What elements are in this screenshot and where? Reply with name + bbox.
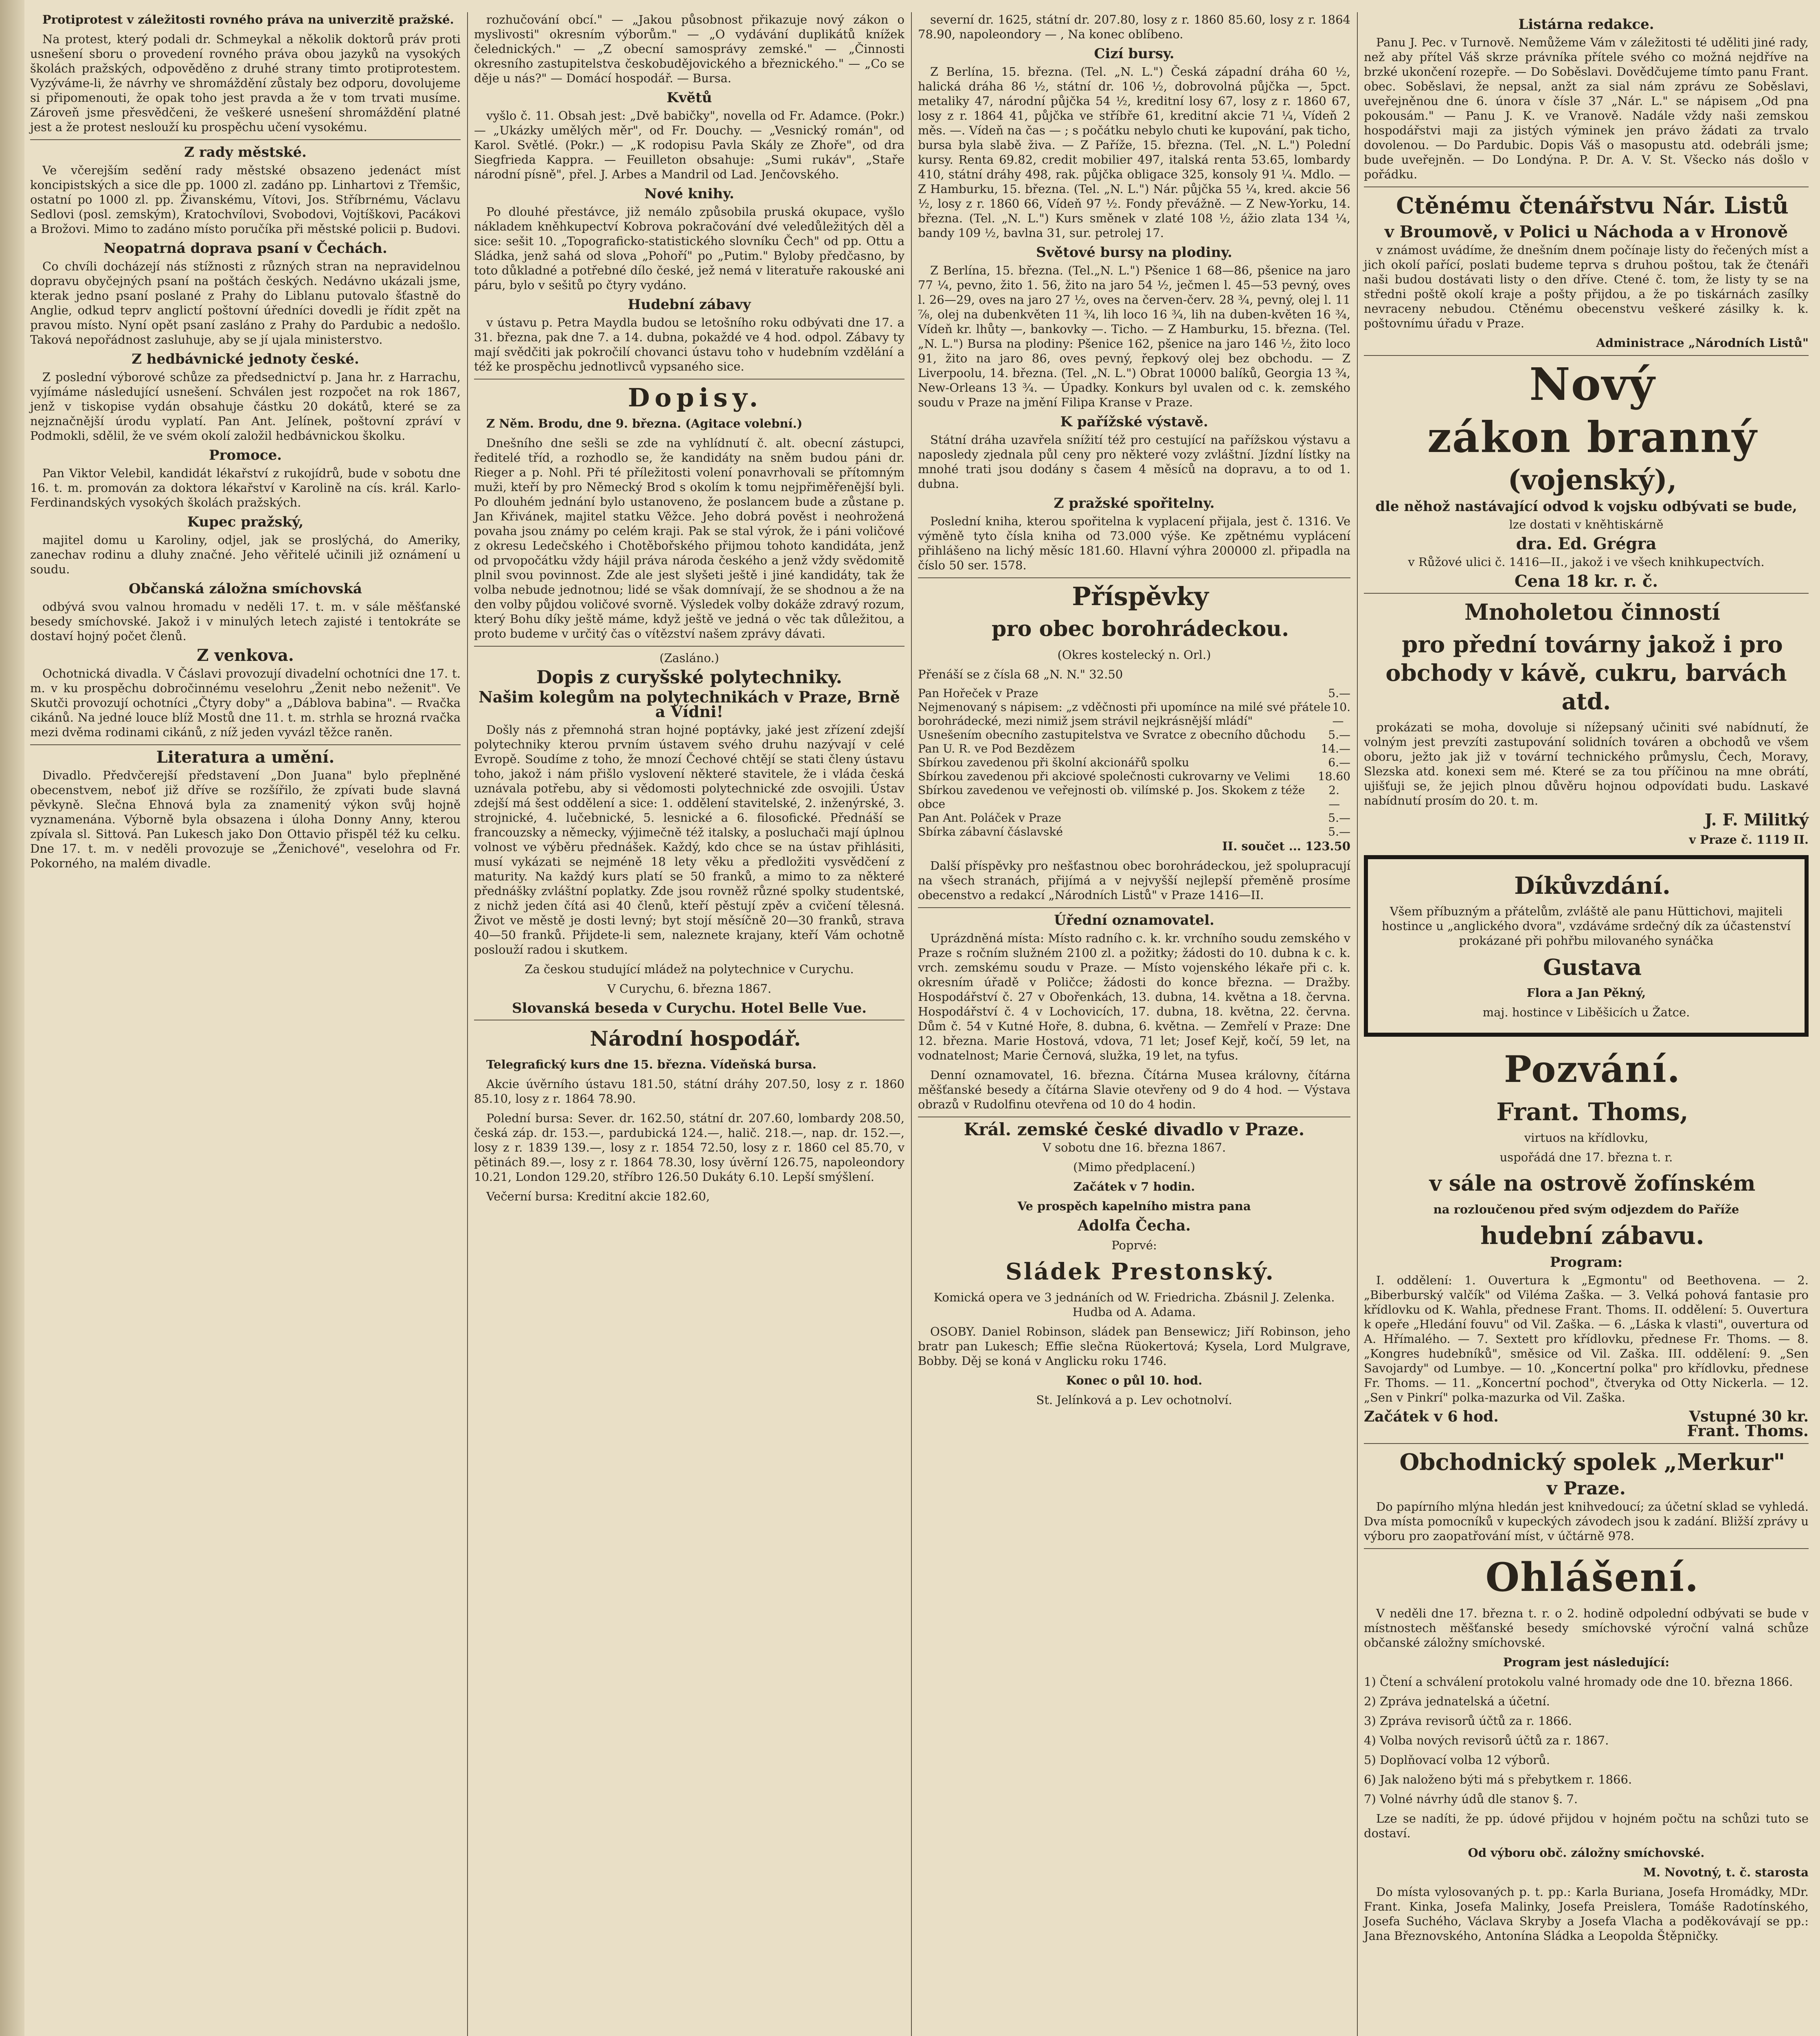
program-text: I. oddělení: 1. Ouvertura k „Egmontu" od Beethovena. — 2. „Biberburský valčík" od Viléma Zaška. — 3. Velká pohová fantasie pro křídlovku od K. Wahla, přednese Frant. Thoms. II. oddělení: 5. Ouvertura k opeře „Hledání fouvu" od Vil. Zaška. — 6. „Láska k vlasti", ouvertura od A. Hřímalého. — 7. Sextett pro křídlovku, přednese Fr. Thoms. — 8. „Kongres hudebníků", směsice od Vil. Zaška. III. oddělení: 9. „Sen Savojardy" od Lumbye. — 10. „Koncertní polka" pro křídlovku, přednese Fr. Thoms. — 11. „Koncertní pochod", čtveryka od Otty Nickerla. — 12. „Sen v Pinkrí" polka-mazurka od Vil. Zaška. — [1364, 1273, 1809, 1404]
page-edge-shadow — [0, 0, 24, 2036]
telegraf-title: Telegrafický kurs dne 15. března. Vídeňská bursa. — [486, 1057, 817, 1071]
kvety-text: vyšlo č. 11. Obsah jest: „Dvě babičky", novella od Fr. Adamce. (Pokr.) — „Ukázky umělých měr", od Fr. Douchy. — „Vesnický román", od Karol. Světlé. (Pokr.) — „K rodopisu Pavla Skály ze Zhoře", od dra Siegfrieda Kappra. — Feuilleton obsahuje: „Sumi rukáv", „Staře národní písně", přel. J. Arbes a Mandril od Lad. Jenčovského. — [474, 109, 905, 181]
merkur-sub: v Praze. — [1547, 1478, 1626, 1499]
divider — [1364, 593, 1809, 594]
dikuvzdani-box — [1364, 855, 1809, 1037]
ohlaseni-title: Ohlášení. — [1485, 1554, 1699, 1600]
divadlo-date: V sobotu dne 16. března 1867. — [1042, 1141, 1226, 1154]
column-2 — [468, 12, 910, 2036]
zakon-title-2: zákon branný — [1427, 412, 1758, 462]
divider — [30, 139, 461, 140]
prispevky-subtitle: pro obec borohrádeckou. — [991, 617, 1289, 641]
polytech-title: Dopis z curyšské polytechniky. — [536, 667, 842, 688]
ctenari-sign: Administrace „Národních Listů" — [1596, 336, 1809, 350]
col3-intro: severní dr. 1625, státní dr. 207.80, losy z r. 1860 85.60, losy z r. 1864 78.90, napoleondory — , Na konec oblíbeno. — [918, 13, 1350, 41]
ohlaseni-text: V neděli dne 17. března t. r. o 2. hodině odpolední odbývati se bude v místnostech měšťanské besedy smíchovské výroční valná schůze občanské záložny smíchovské. — [1364, 1606, 1809, 1650]
polednibursa-text: Polední bursa: Sever. dr. 162.50, státní dr. 207.60, lombardy 208.50, česká záp. dr. 153.—, pardubická 124.—, halič. 218.—, nap. dr. 152.—, losy z r. 1839 139.—, losy z r. 1854 72.50, losy z r. 1860 cel 85.70, v pětinách 89.—, losy z r. 1864 78.30, losy úvěrní 126.75, napoleondory 10.21, London 129.20, stříbro 126.50 Dukáty 6.10. Lepší smýšlení. — [474, 1111, 905, 1184]
list-item: 2) Zpráva jednatelská a účetní. — [1364, 1694, 1550, 1708]
urad-title: Úřední oznamovatel. — [1054, 912, 1214, 928]
divider — [918, 907, 1350, 908]
dopisy-text: Dnešního dne sešli se zde na vyhlídnutí č. alt. obecní zástupci, ředitelé tříd, a rozhodlo se, že kandidáty na sněm budou páni dr. Rieger a p. Nohl. Při té příležitosti volení ponavrhovali se přítomným muži, kteří by pro Německý Brod s okolím k tomu nejpřiměřenější byli. Po dlouhém jednání bylo ustanoveno, že poslancem bude a zůstane p. Jan Křivánek, majitel statku Věžce. Jeho dobrá pověst i neohrožená povaha jsou známy po celém kraji. Pak se stal výrok, že i páni voličové z okresu Ledečského i Chotěbořského přijmou tohoto kandidáta, jenž od prvopočátku vždy hájil práva národa českého a jenž vždy svědomitě plnil svou povinnost. Zde ale jest slyšeti ještě i jiné kandidáty, tak že volba nebude jednotnou; lidé se však domnívají, že se shodnou a že na den volby půjdou voličové svorně. Výsledek volby dokáže zdravý rozum, který Bohu díky ještě máme, když ještě ve jedná o věc tak důležitou, a proto budeme v určitý čas o vítězství našem zprávy dávati. — [474, 436, 905, 641]
pozvani-role: virtuos na křídlovku, — [1524, 1131, 1649, 1145]
zabavy-text: v ústavu p. Petra Maydla budou se letošního roku odbývati dne 17. a 31. března, pak dne 7. a 14. dubna, pokaždé ve 4 hod. odpol. Zábavy ty mají svědčiti jak pokročilí chovanci ústavu toho v hudebním vzdělání a též ke prospěchu jednotlivců vypsaného sice. — [474, 316, 905, 373]
zakon-sub: dle něhož nastávající odvod k vojsku odbývati se bude, — [1375, 498, 1797, 515]
list-item: 7) Volné návrhy údů dle stanov §. 7. — [1364, 1792, 1578, 1806]
literatura-text: Divadlo. Předvčerejší představení „Don Juana" bylo přeplněné obecenstvem, neboť již dříve se rozšířilo, že zpívati bude slavná pěvkyně. Slečna Ehnová byla za znamenitý výkon svůj hojně vyznamenána. Výborně byla obsazena i úloha Donny Anny, kterou zpívala sl. Sittová. Pan Lukesch jako Don Ottavio přispěl též ku celku. Dne 17. t. m. v neděli provozuje se „Ženichové", veselohra od Fr. Pokorného, na malém divadle. — [30, 768, 461, 870]
nove-knihy-text: Po dlouhé přestávce, již nemálo způsobila pruská okupace, vyšlo nákladem kněhkupectví Kobrova pokračování dvé veledůležitých děl a sice: sešit 10. „Topograficko-statistického slovníku Čech" od pp. Ottu a Sládka, jenž sahá od slova „Pohoří" po „Putim." Byloby předčasno, by toto důkladné a potřebné dílo české, jež nemá v literatuře rakouské ani páru, bylo v sešitů po čtyry vydáno. — [474, 205, 905, 292]
dik-place: maj. hostince v Liběšicích u Žatce. — [1482, 1005, 1690, 1019]
divider — [1364, 1443, 1809, 1444]
news-text: Co chvíli docházejí nás stížnosti z různých stran na nepravidelnou dopravu obyčejných psaní na poštách českých. Nedávno ukázali jsme, kterak jedno psaní poslané z Prahy do Liblanu putovalo šťastně do Anglie, odkud teprv anglictí poštovní úředníci dovedli je řídit zpět na pravou místo. Nyní opět psaní zasláno z Prahy do Pardubic a nedošlo. Taková nepořádnost zasluhuje, aby se jí ujala ministerstvo. — [30, 259, 461, 347]
telegraf-text: Akcie úvěrního ústavu 181.50, státní dráhy 207.50, losy z r. 1860 85.10, losy z r. 1864 78.90. — [474, 1077, 905, 1106]
prispevky-sub2: (Okres kostelecký n. Orl.) — [1057, 648, 1211, 662]
list-item: Pan Ant. Poláček v Praze 5.— — [918, 811, 1350, 825]
cinnost-title: Mnoholetou činností — [1464, 599, 1720, 625]
divider — [30, 744, 461, 745]
news-item — [30, 352, 461, 443]
sporitelna-title: Z pražské spořitelny. — [1054, 495, 1215, 511]
listarna-title: Listárna redakce. — [1518, 16, 1654, 33]
dik-text: Všem příbuzným a přátelům, zvláště ale panu Hüttichovi, majiteli hostince u „anglického dvora", vzdáváme srdečný dík za účastenství prokázané při pohřbu milovaného synáčka — [1381, 904, 1791, 948]
news-item — [30, 581, 461, 643]
pozvani-place: v sále na ostrově žofínském — [1429, 1171, 1756, 1196]
ohlaseni-program-list — [1364, 1674, 1809, 1806]
list-item: 1) Čtení a schválení protokolu valné hromady ode dne 10. března 1866. — [1364, 1675, 1793, 1689]
news-title: Občanská záložna smíchovská — [129, 581, 362, 597]
ohlaseni-sign: Od výboru obč. záložny smíchovské. — [1468, 1846, 1705, 1860]
vecerni-text: Večerní bursa: Kreditní akcie 182.60, — [486, 1189, 710, 1203]
divadlo-prep: (Mimo předplacení.) — [1073, 1160, 1195, 1174]
protest-title: Protiprotest v záležitosti rovného práva na univerzitě pražské. — [42, 13, 454, 26]
zakon-name: dra. Ed. Grégra — [1516, 534, 1657, 553]
cizi-text: Z Berlína, 15. března. (Tel. „N. L.") Česká západní dráha 60 ½, halická dráha 86 ½, státní dr. 106 ½, dobrovolná půjčka —, 5pct. metaliky 47, národní půjčka 54 ½, kreditní losy 67, losy z r. 1860 67, losy z r. 1864 41, půjčka ve stříbře 61, kreditní akcie 71 ¼, Vídeň 2 měs. —. Vídeň na čas — ; s počátku nebylo chuti ke kupování, pak ticho, bursa byla slabě živa. — Z Paříže, 15. března. (Tel. „N. L.") Polední kursy. Renta 69.82, credit mobilier 497, italská renta 53.65, lombardy 410, státní dráhy 498, rak. půjčka obligace 325, konsoly 91 ¼. Mdlo. — Z Hamburku, 15. března. (Tel. „N. L.") Nár. půjčka 55 ¼, kred. akcie 56 ½, losy z r. 1860 66, Vídeň 97 ½. Fondy převážně. — Z New-Yorku, 14. března. (Tel. „N. L.") Kurs směnek v zlaté 108 ½, ážio zlata 134 ¼, bandy 109 ½, bavlna 31, sur. petrolej 17. — [918, 65, 1350, 240]
militky-name: J. F. Militký — [1704, 810, 1809, 829]
pozvani-entry: Vstupné 30 kr. — [1689, 1408, 1809, 1425]
venkova-text: Ochotnická divadla. V Čáslavi provozují divadelní ochotníci dne 17. t. m. v ku prospěchu dobročinnému veselohru „Ženit nebo neženit". Ve Skutči provozují ochotníci „Čtyry doby" a „Dáblova babina". — Rvačka cikánů. Na jedné louce blíž Mostů dne 11. t. m. strhla se hrozná rvačka mezi dvěma rodinami cikánů, z níž jeden vyvázl těžce raněn. — [30, 667, 461, 739]
dopisy-place: Z Něm. Brodu, dne 9. března. (Agitace volební.) — [486, 417, 803, 430]
list-item: Nejmenovaný s nápisem: „z vděčnosti při upomínce na milé své přátele borohrádecké, mezi nimiž jsem strávil nejkrásnější mládí" 10.— — [918, 700, 1350, 728]
col2-intro: rozhučování obcí." — „Jakou působnost přikazuje nový zákon o myslivosti" okresním výborům." — „O vydávání duplikátů knížek čelednických." — „Z obecní samosprávy zemské." — „Činnosti okresního zastupitelstva českobudějovického a březnického." — „Co se děje u nás?" — Domácí hospodář. — Bursa. — [474, 13, 905, 85]
kvety-title: Kvĕtů — [666, 90, 712, 106]
obili-text: Z Berlína, 15. března. (Tel.„N. L.") Pšenice 1 68—86, pšenice na jaro 77 ¼, pevno, žito 1. 56, žito na jaro 54 ½, ječmen l. 45—53 pevný, oves l. 26—29, oves na jaro 27 ½, oves na červen-červ. 28 ¾, pevný, olej l. 11 ⅞, olej na dubenkvěten 11 ¾, lih loco 16 ¾, lih na duben-květen 16 ¾, Vídeň kr. lhůty —, bankovky —. Ticho. — Z Hamburku, 15. března. (Tel. „N. L.") Bursa na plodiny: Pšenice 162, pšenice na jaro 146 ½, žito loco 91, žito na jaro 86, oves pevný, řepkový olej bez obchodu. — Z Liverpoolu, 14. března. (Tel. „N. L.") Obrat 10000 balíků, Georgia 13 ¾, New-Orleans 13 ¾. — Úpadky. Konkurs byl uvalen od c. k. zemského soudu v Praze na jmění Filipa Kranse v Praze. — [918, 263, 1350, 409]
news-title: Promoce. — [209, 447, 282, 463]
divider — [918, 577, 1350, 578]
list-item: Sbírkou zavedenou ve veřejnosti ob. vilímské p. Jos. Skokem z téže obce 2.— — [918, 783, 1340, 811]
merkur-title: Obchodnický spolek „Merkur" — [1399, 1449, 1785, 1476]
prispevky-list — [918, 667, 1350, 853]
news-item — [30, 515, 461, 577]
zabavy-title: Hudební zábavy — [628, 296, 751, 313]
news-title: Z hedbávnické jednoty české. — [132, 351, 359, 367]
divadlo-sub: Komická opera ve 3 jednáních od W. Friedricha. Zbásnil J. Zelenka. Hudba od A. Adama. — [933, 1290, 1335, 1319]
zakon-text: lze dostati v kněhtiskárně — [1509, 518, 1664, 531]
zakon-title-3: (vojenský), — [1508, 464, 1677, 496]
pozvani-title: Pozvání. — [1504, 1048, 1681, 1091]
list-item: 5) Doplňovací volba 12 výborů. — [1364, 1753, 1550, 1767]
polytech-sign: Za českou studující mládež na polytechnice v Curychu. — [525, 962, 854, 976]
polytech-text: Došly nás z přemnohá stran hojné poptávky, jaké jest zřízení zdejší polytechniky kterou prvním ústavem svého druhu nazývají v celé Evropě. Soudíme z toho, že mnozí Čechové chtějí se stati členy ústavu toho, jakož i nám přišlo vyslovení některé stavitele, že i vláda česká uznávala potřebu, aby si vědomosti polytechnické zde osvojili. Ústav zdejší má šest oddělení a sice: 1. oddělení stavitelské, 2. inženýrské, 3. strojnické, 4. lučebnické, 5. lesnické a 6. filosofické. Přednáší se francouzsky a německy, výjimečně též italsky, a posluchači mají úplnou volnost ve výběru přednášek. Každý, kdo chce se na ústav přihlásiti, musí vykázati se nejméně 18 lety věku a předložiti vysvědčení z maturity. Na každý kurs platí se 50 franků, a mimo to za některé přednášky zvláštní poplatky. Zde jsou rovněž různé spolky studentské, z nichž jeden čítá asi 40 členů, kteří pěstují zpěv a cvičení tělesná. Život ve městě je dosti levný; byt stojí měsíčně 20—30 franků, strava 40—50 franků. Přijdete-li sem, naleznete krajany, kteří Vám ochotně poslouží radou i skutkem. — [474, 723, 905, 957]
divadlo-play: Sládek Prestonský. — [1006, 1258, 1275, 1285]
ctenari-title: Ctěnému čtenářstvu Nár. Listů — [1396, 192, 1789, 219]
divider — [1364, 186, 1809, 187]
vystava-text: Státní dráha uzavřela snížití též pro cestující na pařížskou výstavu a naposledy zjednala půl ceny pro některé vozy zvláštní. Jízdní lístky na mnohé trati jsou dodány s časem 4 měsíců na dopravu, a to od 1. dubna. — [918, 433, 1350, 491]
obili-title: Světové bursy na plodiny. — [1036, 244, 1232, 261]
hotel-title: Slovanská beseda v Curychu. Hotel Belle Vue. — [512, 1000, 867, 1016]
pozvani-name: Frant. Thoms, — [1496, 1098, 1688, 1126]
urad-text: Uprázdněná místa: Místo radního c. k. kr. vrchního soudu zemského v Praze s ročním služném 2100 zl. a požitky; žádosti do 10. dubna k c. k. vrch. zemskému soudu v Praze. — Místo vojenského lékaře při c. k. okresním úřadě v Poličce; žádosti do konce března. — Dražby. Hospodářství č. 27 v Obořenkách, 13. dubna, 14. května a 18. června. Hospodářství č. 4 v Lochovicích, 17. dubna, 18. května, 22. června. Dům č. 54 v Kutné Hoře, 8. dubna, 6. května. — Zemřelí v Praze: Dne 12. března. Marie Hostová, vdova, 71 let; Josef Kejř, kočí, 59 let, na vodnatelnost; Marie Černová, služka, 19 let, na tyfus. — [918, 931, 1350, 1062]
prispevky-prenos: Přenáší se z čísla 68 „N. N." 32.50 — [918, 667, 1123, 681]
list-item: 3) Zpráva revisorů účtů za r. 1866. — [1364, 1714, 1572, 1728]
divadlo-konec: Konec o půl 10. hod. — [1066, 1373, 1203, 1387]
zakon-title-1: Nový — [1529, 358, 1655, 410]
divadlo-zacatek: Začátek v 7 hodin. — [1073, 1180, 1195, 1194]
dik-sign: Flora a Jan Pěkný, — [1526, 986, 1646, 1000]
pozvani-text2: na rozloučenou před svým odjezdem do Paříže — [1433, 1202, 1739, 1216]
column-rule — [467, 12, 468, 2036]
list-item: Pan Hořeček v Praze 5.— — [918, 687, 1350, 700]
pozvani-event: hudební zábavu. — [1480, 1222, 1704, 1250]
news-title: Neopatrná doprava psaní v Čechách. — [103, 240, 387, 257]
ohlaseni-names: M. Novotný, t. č. starosta — [1643, 1865, 1809, 1879]
list-item: 6) Jak naloženo býti má s přebytkem r. 1866. — [1364, 1773, 1632, 1786]
zakon-text2: v Růžové ulici č. 1416—II., jakož i ve všech knihkupectvích. — [1408, 555, 1765, 569]
sporitelna-text: Poslední kniha, kterou spořitelna k vyplacení přijala, jest č. 1316. Ve výměně tyto čísla kniha od 73.000 výše. Ke zpětnému vyplácení přihlášeno na lichý měsíc 181.60. Hlavní výhra 200000 zl. připadla na číslo 50 ser. 1578. — [918, 514, 1350, 572]
news-item — [30, 145, 461, 236]
list-item: Sbírka zábavní čáslavské 5.— — [918, 825, 1350, 838]
divider — [474, 379, 905, 380]
prispevky-title: Příspěvky — [1072, 581, 1209, 611]
vystava-title: K pařížské výstavě. — [1060, 414, 1208, 430]
column-4 — [1358, 12, 1814, 2036]
ctenari-text: v známost uvádíme, že dnešním dnem počínaje listy do řečených míst a jich okolí pařící, poslati budeme teprva s druhou poštou, tak že čtenáři naši budou dostávati listy o den dříve. Ctené č. tom, že listy ty se na středni poště okolí kraje a pošty přijdou, a že po tiskárnách zasílky nevraceny nebudou. Ctěnému obecenstvu veškeré zásilky k. k. poštovnímu úřadu v Praze. — [1364, 243, 1809, 330]
merkur-text: Do papírního mlýna hledán jest knihvedoucí; za účetní sklad se vyhledá. Dva místa pomocníků v kupeckých závodech jsou k zadání. Bližší zprávy u výboru pro zaopatřování míst, v účtárně 978. — [1364, 1500, 1809, 1543]
ohlaseni-footer: Lze se nadíti, že pp. údové přijdou v hojném počtu na schůzi tuto se dostaví. — [1364, 1812, 1809, 1840]
hospodar-title: Národní hospodář. — [590, 1027, 801, 1051]
divadlo-title: Král. zemské české divadlo v Praze. — [964, 1119, 1305, 1139]
news-item — [30, 241, 461, 347]
divadlo-osoby: OSOBY. Daniel Robinson, sládek pan Bensewicz; Jiří Robinson, jeho bratr pan Lukesch; Effie slečna Rüokertová; Kysela, Lord Mulgrave, Bobby. Děj se koná v Anglicku roku 1746. — [918, 1325, 1350, 1368]
column-3 — [912, 12, 1356, 2036]
ctenari-subtitle: v Broumově, v Polici u Náchoda a v Hronově — [1384, 222, 1788, 241]
list-item: Usnešením obecního zastupitelstva ve Svratce z obecního důchodu 5.— — [918, 728, 1350, 742]
list-item: Sbírkou zavedenou při školní akcionářů spolku 6.— — [918, 756, 1350, 769]
pozvani-sign: Frant. Thoms. — [1687, 1422, 1809, 1440]
polytech-date: V Curychu, 6. března 1867. — [607, 982, 772, 996]
dik-name: Gustava — [1543, 954, 1642, 980]
pozvani-text: uspořádá dne 17. března t. r. — [1499, 1150, 1673, 1164]
zaslano-label: (Zasláno.) — [659, 651, 719, 665]
news-text: majitel domu u Karoliny, odjel, jak se proslýchá, do Ameriky, zanechav rodinu a dluhy značné. Jeho věřitelé učinili již oznámení u soudu. — [30, 533, 461, 576]
polytech-subtitle: Našim kolegům na polytechnikách v Praze, Brně a Vídni! — [479, 688, 900, 721]
section-title-literatura: Literatura a umění. — [156, 748, 335, 767]
list-item: 4) Volba nových revisorů účtů za r. 1867. — [1364, 1733, 1609, 1747]
prispevky-soucet: II. součet ... 123.50 — [1222, 839, 1350, 853]
dik-title: Díkůvzdání. — [1514, 872, 1671, 900]
divadlo-premiere: Poprvé: — [1111, 1238, 1157, 1252]
ohlaseni-program-title: Program jest následující: — [1503, 1655, 1670, 1669]
column-1 — [24, 12, 466, 2036]
divadlo-benefit: Ve prospěch kapelního mistra pana — [1017, 1199, 1251, 1213]
pozvani-start: Začátek v 6 hod. — [1364, 1408, 1499, 1425]
news-title: Kupec pražský, — [187, 514, 304, 530]
divadlo-vedouci: St. Jelínková a p. Lev ochotnolví. — [1036, 1393, 1232, 1407]
list-item: Pan U. R. ve Pod Bezdězem 14.— — [918, 742, 1350, 755]
section-title-venkova: Z venkova. — [197, 646, 294, 665]
oznameni-text: Denní oznamovatel, 16. března. Čítárna Musea královny, čítárna měšťanské besedy a čítárna Slavie otevřeny od 9 do 4 hod. — Výstava obrazů v Rudolfinu otevřena od 10 do 4 hodin. — [918, 1068, 1350, 1111]
column-rule — [1357, 12, 1358, 2036]
ohlaseni-last: Do místa vylosovaných p. t. pp.: Karla Buriana, Josefa Hromádky, MDr. Frant. Kinka, Josefa Malinky, Josefa Preislera, Tomáše Radotínského, Josefa Suchého, Václava Skryby a Josefa Vlacha a poděkovávají se pp.: Jana Březnovského, Antonína Sládka a Leopolda Štěpničky. — [1364, 1885, 1809, 1943]
list-item: Sbírkou zavedenou při akciové společnosti cukrovarny ve Velimi 18.60 — [918, 770, 1350, 783]
cinnost-text: prokázati se moha, dovoluje si nížepsaný učiniti své nabídnutí, že volným jest prevzíti zastupování solidních továren a obchodů ve všem oboru, ježto jak již v tovární technického průmyslu, Čech, Moravy, Slezska atd. konexi sem mé. Které se za tou příčinou na mne obrátí, ujišťuji se, že jejich plnou důvěru hojnou odpovídati budu. Laskavé nabídnutí prosím do 20. t. m. — [1364, 720, 1809, 807]
news-item — [30, 448, 461, 510]
column-rule — [911, 12, 912, 2036]
divider — [1364, 355, 1809, 356]
zakon-price: Cena 18 kr. r. č. — [1514, 572, 1658, 591]
prispevky-footer: Další příspěvky pro nešťastnou obec borohrádeckou, jež spolupracují na všech stranách, přijímá a v nejvyšší nejlepší přeměně prosíme obecenstvo a redakcí „Národních Listů" v Praze 1416—II. — [918, 859, 1350, 902]
nove-knihy-title: Nové knihy. — [644, 186, 734, 202]
protest-text: Na protest, který podali dr. Schmeykal a několik doktorů práv proti usnešení sboru o provedení rovného práva obou jazyků na vysokých školách pražských, odpověděno z druhé strany timto protiprotestem. Vyzýváme-li, že návrhy ve shromáždění zůstaly bez odporu, dovolujeme si připomenouti, že opak toho jest pravda a že v tom trvati musíme. Zároveň jsme přesvědčeni, že veškeré usnešení shromáždění platné jest a že protest neslouží ku prospěchu učení vysokému. — [30, 32, 461, 134]
news-text: Pan Viktor Velebil, kandidát lékařství z rukojídrů, bude v sobotu dne 16. t. m. promován za doktora lékařství v Karolině na cís. král. Karlo-Ferdinandských vysokých školách pražských. — [30, 466, 461, 509]
news-title: Z rady městské. — [184, 144, 307, 160]
cizi-title: Cizí bursy. — [1094, 46, 1175, 62]
program-title: Program: — [1550, 1254, 1623, 1270]
dopisy-title: Dopisy. — [628, 383, 763, 412]
divadlo-benefit-name: Adolfa Čecha. — [1078, 1217, 1191, 1234]
news-text: odbývá svou valnou hromadu v neděli 17. t. m. v sále měšťanské besedy smíchovské. Jakož i v minulých letech zajisté i tentokráte se dostaví hojný počet členů. — [30, 600, 461, 643]
cinnost-sub: pro přední továrny jakož i pro obchody v kávě, cukru, barvách atd. — [1385, 631, 1787, 715]
divider — [1364, 1548, 1809, 1549]
news-text: Z poslední výborové schůze za předsednictví p. Jana hr. z Harrachu, vyjímáme následující usnešení. Schválen jest rozpočet na rok 1867, jenž v tiskopise vydán obsahuje částku 20 dokátů, které se za nejznačnější úrodu vyplatí. Pan Ant. Jelínek, poštovní zpráví v Podmokli, sdělil, že ve svém okolí založil hedbávnickou školku. — [30, 370, 461, 443]
divider — [474, 646, 905, 647]
listarna-text: Panu J. Pec. v Turnově. Nemůžeme Vám v záležitosti té uděliti jiné rady, než aby přítel Váš skrze právníka přítele svého co možná nejdříve na brzké ukončení rozepře. — Do Soběslavi. Dovědčujeme tímto panu Frant. obec. Soběslavi, že nepsal, anžt za sial nám zprávu ze Soběslavi, uveřejněnou dne 6. února v čísle 37 „Nár. L." se nápisem „Od pna pokousám." — Panu J. K. ve Vranově. Nadále vždy naši zemskou hospodářstvi maji za jistých výminek jen právo žádati za trvalo dovolenou. — Do Pardubic. Dopis Váš o masopustu atd. odebráli jsme; bude uveřejněn. — Do Londýna. P. Dr. A. V. St. Všecko nás došlo v pořádku. — [1364, 35, 1809, 181]
militky-addr: v Praze č. 1119 II. — [1689, 833, 1809, 847]
news-text: Ve včerejším sedění rady městské obsazeno jedenáct míst koncipistských a sice dle pp. 1000 zl. zadáno pp. Linhartovi z Třemšic, ostatní po 1000 zl. pp. Živanskému, Vítovi, Jos. Stříbrnému, Václavu Sedlovi (posl. zemským), Kratochvílovi, Svobodovi, Vojtíškovi, Pacákovi a Brožovi. Mimo to zadáno místo poručíka při městské policii p. Budovi. — [30, 163, 461, 236]
